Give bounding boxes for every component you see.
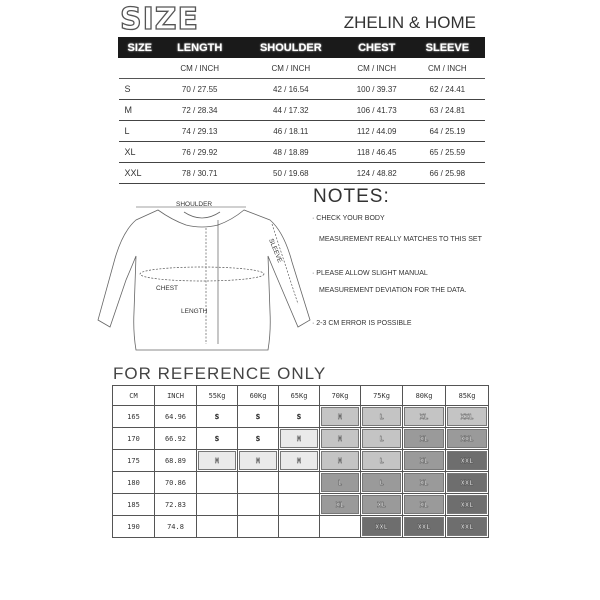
ref-size-cell xyxy=(238,494,279,516)
ref-height-cm: 170 xyxy=(113,428,155,450)
size-title: SIZE xyxy=(120,2,200,37)
ref-size-cell xyxy=(238,450,279,472)
size-value: 65 / 25.59 xyxy=(410,142,484,163)
ref-size-label: XL xyxy=(419,500,429,509)
ref-header-weight: 80Kg xyxy=(403,386,446,406)
ref-size-cell xyxy=(446,516,489,538)
shoulder-label: SHOULDER xyxy=(176,201,213,208)
ref-size-cell xyxy=(197,450,238,472)
size-value: 74 / 29.13 xyxy=(161,121,238,142)
ref-size-label: S xyxy=(214,412,220,421)
ref-size-cell xyxy=(238,516,279,538)
ref-size-label: M xyxy=(214,456,220,465)
ref-size-cell xyxy=(361,428,403,450)
ref-height-cm: 190 xyxy=(113,516,155,538)
ref-size-cell xyxy=(197,516,238,538)
size-value: 66 / 25.98 xyxy=(410,163,484,184)
size-value: 78 / 30.71 xyxy=(161,163,238,184)
size-label: M xyxy=(119,100,162,121)
ref-height-cm: 175 xyxy=(113,450,155,472)
ref-size-cell xyxy=(197,472,238,494)
ref-size-label: M xyxy=(337,434,343,443)
ref-size-label: XXL xyxy=(460,500,474,509)
ref-size-cell xyxy=(403,406,446,428)
unit-cell: CM / INCH xyxy=(238,58,343,79)
size-value: 63 / 24.81 xyxy=(410,100,484,121)
ref-header-weight: 60Kg xyxy=(238,386,279,406)
size-row xyxy=(119,121,485,142)
ref-size-label: XXL xyxy=(460,478,474,487)
note-1-line-1: CHECK YOUR BODY xyxy=(316,215,385,222)
sleeve-label: SLEEVE xyxy=(267,237,284,264)
header-sleeve: SLEEVE xyxy=(410,38,484,58)
unit-cell: CM / INCH xyxy=(410,58,484,79)
note-2-line-2: MEASUREMENT DEVIATION FOR THE DATA. xyxy=(319,287,467,294)
ref-header-weight: 85Kg xyxy=(446,386,489,406)
shirt-measurement-diagram xyxy=(92,192,312,362)
ref-size-cell xyxy=(279,450,320,472)
ref-size-label: M xyxy=(337,456,343,465)
ref-size-label: M xyxy=(296,434,302,443)
ref-size-label: XXL xyxy=(375,522,388,531)
ref-size-cell xyxy=(361,472,403,494)
size-label: XXL xyxy=(119,163,162,184)
ref-size-label: XXL xyxy=(460,456,474,465)
size-row xyxy=(119,79,485,100)
ref-height-inch: 74.8 xyxy=(155,516,197,538)
ref-size-cell xyxy=(197,494,238,516)
unit-cell: CM / INCH xyxy=(343,58,410,79)
reference-header-row xyxy=(113,386,489,406)
ref-size-label: XL xyxy=(419,434,429,443)
ref-size-cell xyxy=(403,494,446,516)
ref-size-label: XXL xyxy=(460,412,474,421)
ref-size-cell xyxy=(320,516,361,538)
unit-cell xyxy=(119,58,162,79)
ref-size-cell xyxy=(446,428,489,450)
ref-size-cell xyxy=(279,494,320,516)
ref-size-label: XXL xyxy=(417,522,431,531)
unit-row xyxy=(119,58,485,79)
size-value: 124 / 48.82 xyxy=(343,163,410,184)
ref-size-cell xyxy=(446,450,489,472)
ref-size-label: M xyxy=(296,456,302,465)
size-chart-table xyxy=(118,37,485,184)
ref-height-cm: 165 xyxy=(113,406,155,428)
reference-title: FOR REFERENCE ONLY xyxy=(113,364,327,383)
ref-header-weight: 75Kg xyxy=(361,386,403,406)
note-bullet-3: · 2-3 CM ERROR IS POSSIBLE xyxy=(312,320,412,327)
ref-size-label: XL xyxy=(335,500,345,509)
size-value: 62 / 24.41 xyxy=(410,79,484,100)
size-value: 118 / 46.45 xyxy=(343,142,410,163)
size-value: 64 / 25.19 xyxy=(410,121,484,142)
ref-size-label: M xyxy=(255,456,261,465)
reference-row xyxy=(113,450,489,472)
ref-size-cell xyxy=(403,472,446,494)
ref-size-label: S xyxy=(255,412,261,421)
ref-size-cell xyxy=(446,406,489,428)
ref-size-label: L xyxy=(337,478,343,487)
ref-size-label: L xyxy=(379,456,384,465)
note-1-line-2: MEASUREMENT REALLY MATCHES TO THIS SET xyxy=(319,236,482,243)
reference-table xyxy=(112,385,489,538)
size-row xyxy=(119,142,485,163)
reference-row xyxy=(113,406,489,428)
ref-size-cell xyxy=(320,406,361,428)
ref-height-inch: 70.86 xyxy=(155,472,197,494)
ref-size-label: S xyxy=(296,412,302,421)
ref-header-weight: 65Kg xyxy=(279,386,320,406)
length-label: LENGTH xyxy=(181,308,208,315)
ref-size-cell xyxy=(446,472,489,494)
size-row xyxy=(119,163,485,184)
size-value: 46 / 18.11 xyxy=(238,121,343,142)
size-label: L xyxy=(119,121,162,142)
note-bullet-2: · PLEASE ALLOW SLIGHT MANUAL xyxy=(312,270,428,277)
ref-size-cell xyxy=(320,472,361,494)
ref-size-cell xyxy=(403,450,446,472)
ref-size-cell xyxy=(238,428,279,450)
size-value: 48 / 18.89 xyxy=(238,142,343,163)
chest-label: CHEST xyxy=(156,285,179,292)
ref-size-cell xyxy=(361,516,403,538)
brand-name: ZHELIN & HOME xyxy=(343,13,476,32)
size-row xyxy=(119,100,485,121)
ref-size-cell xyxy=(320,450,361,472)
ref-size-cell xyxy=(361,494,403,516)
size-value: 100 / 39.37 xyxy=(343,79,410,100)
ref-size-label: XXL xyxy=(460,434,474,443)
ref-size-cell xyxy=(279,472,320,494)
ref-size-cell xyxy=(403,428,446,450)
ref-height-cm: 180 xyxy=(113,472,155,494)
ref-size-label: S xyxy=(214,434,220,443)
note-3-line-1: 2-3 CM ERROR IS POSSIBLE xyxy=(316,320,412,327)
ref-size-label: L xyxy=(379,434,384,443)
note-bullet-1: · CHECK YOUR BODY xyxy=(312,215,385,222)
reference-row xyxy=(113,516,489,538)
header-chest: CHEST xyxy=(343,38,410,58)
ref-size-cell xyxy=(238,406,279,428)
unit-cell: CM / INCH xyxy=(161,58,238,79)
ref-height-inch: 68.89 xyxy=(155,450,197,472)
ref-size-cell xyxy=(361,406,403,428)
size-value: 76 / 29.92 xyxy=(161,142,238,163)
notes-title: NOTES: xyxy=(313,186,390,207)
size-value: 44 / 17.32 xyxy=(238,100,343,121)
ref-size-label: L xyxy=(379,478,384,487)
header-size: SIZE xyxy=(119,38,162,58)
ref-size-cell xyxy=(403,516,446,538)
header-shoulder: SHOULDER xyxy=(238,38,343,58)
shirt-outline-icon xyxy=(98,210,310,350)
size-value: 70 / 27.55 xyxy=(161,79,238,100)
ref-size-label: XL xyxy=(377,500,386,509)
size-value: 112 / 44.09 xyxy=(343,121,410,142)
ref-header-weight: 55Kg xyxy=(197,386,238,406)
ref-height-cm: 185 xyxy=(113,494,155,516)
size-value: 50 / 19.68 xyxy=(238,163,343,184)
ref-size-cell xyxy=(238,472,279,494)
ref-header-cm: CM xyxy=(113,386,155,406)
ref-size-label: L xyxy=(379,412,384,421)
header-length: LENGTH xyxy=(161,38,238,58)
ref-height-inch: 72.83 xyxy=(155,494,197,516)
ref-size-cell xyxy=(197,428,238,450)
size-label: S xyxy=(119,79,162,100)
ref-size-label: XL xyxy=(419,478,429,487)
reference-row xyxy=(113,472,489,494)
ref-size-cell xyxy=(197,406,238,428)
ref-height-inch: 66.92 xyxy=(155,428,197,450)
ref-size-cell xyxy=(320,428,361,450)
size-value: 72 / 28.34 xyxy=(161,100,238,121)
ref-size-label: XL xyxy=(419,412,429,421)
ref-size-cell xyxy=(446,494,489,516)
size-chart-header-row xyxy=(119,38,485,58)
size-value: 42 / 16.54 xyxy=(238,79,343,100)
size-label: XL xyxy=(119,142,162,163)
chest-circle xyxy=(140,267,264,281)
ref-size-cell xyxy=(279,406,320,428)
reference-row xyxy=(113,428,489,450)
ref-height-inch: 64.96 xyxy=(155,406,197,428)
note-2-line-1: PLEASE ALLOW SLIGHT MANUAL xyxy=(316,270,428,277)
ref-size-label: S xyxy=(255,434,261,443)
ref-size-cell xyxy=(320,494,361,516)
ref-size-label: XL xyxy=(419,456,429,465)
reference-row xyxy=(113,494,489,516)
ref-header-weight: 70Kg xyxy=(320,386,361,406)
ref-header-inch: INCH xyxy=(155,386,197,406)
ref-size-label: XXL xyxy=(460,522,474,531)
ref-size-cell xyxy=(279,428,320,450)
size-value: 106 / 41.73 xyxy=(343,100,410,121)
ref-size-cell xyxy=(361,450,403,472)
ref-size-label: M xyxy=(337,412,343,421)
ref-size-cell xyxy=(279,516,320,538)
